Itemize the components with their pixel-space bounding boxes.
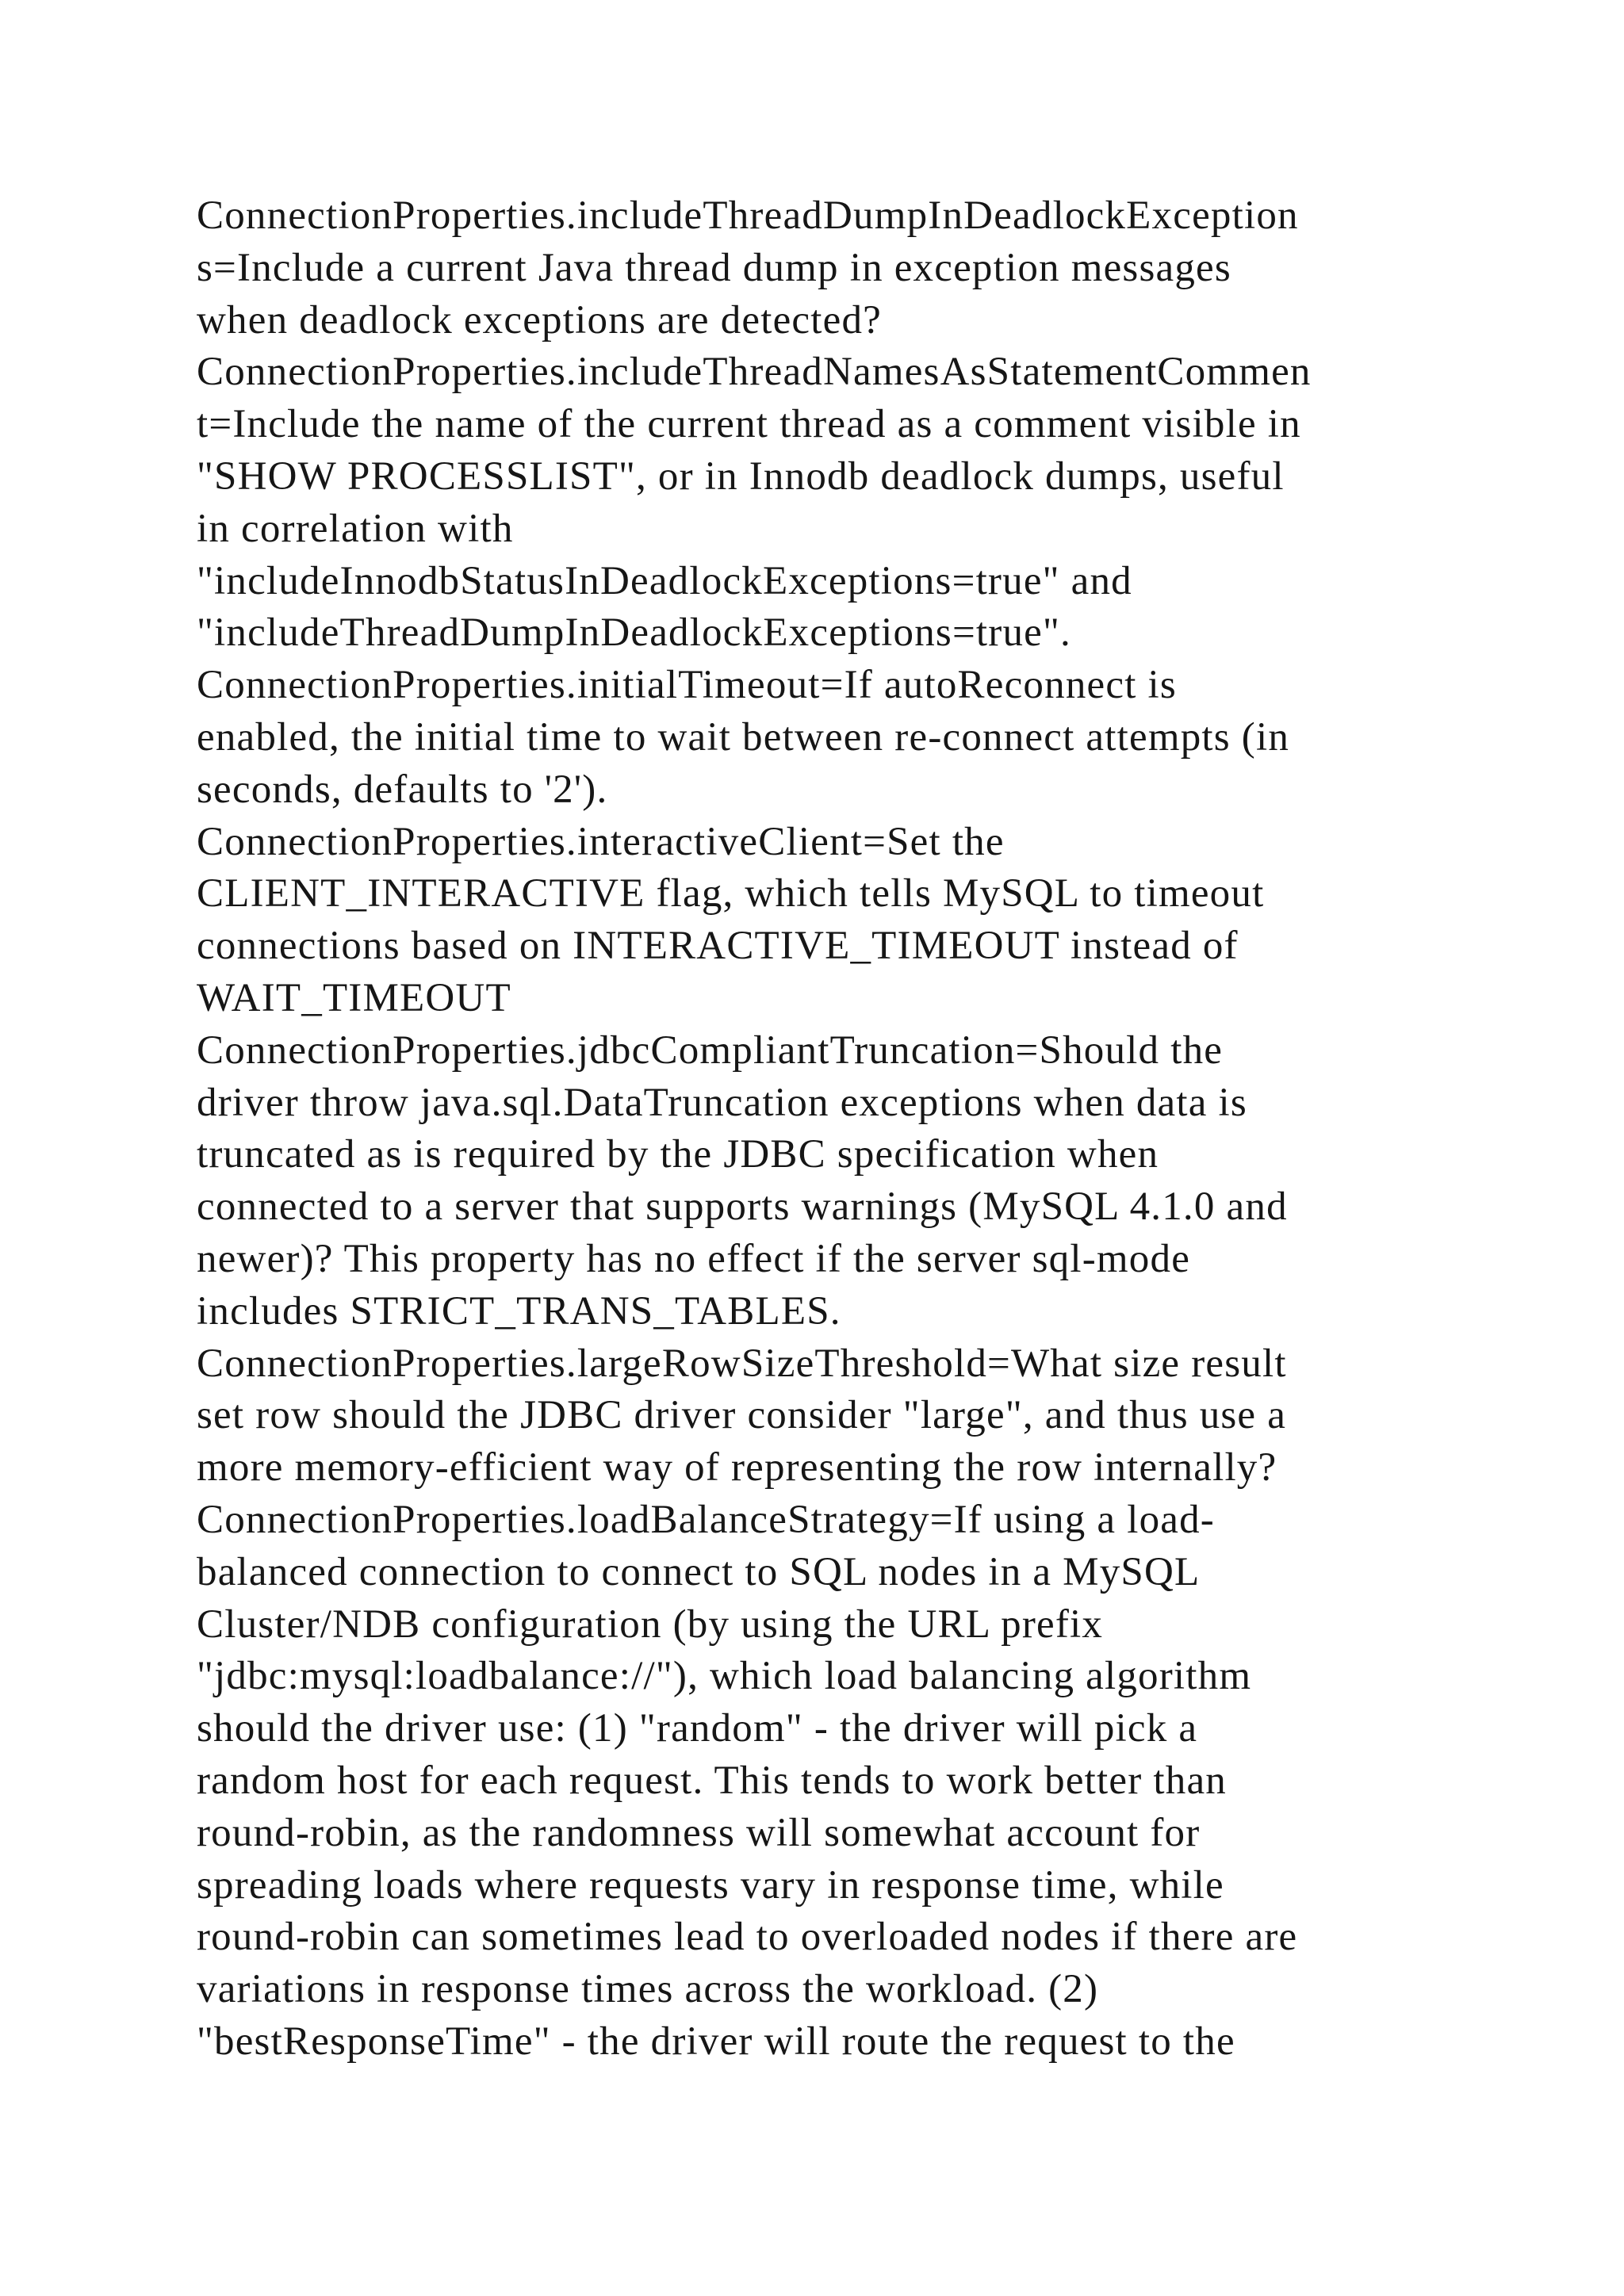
text-line: when deadlock exceptions are detected? [197, 297, 883, 342]
text-line: "SHOW PROCESSLIST", or in Innodb deadlock dumps, useful [197, 453, 1285, 499]
text-line: round-robin, as the randomness will somewhat account for [197, 1810, 1201, 1855]
text-line: ConnectionProperties.initialTimeout=If autoReconnect is [197, 663, 1177, 708]
text-line: enabled, the initial time to wait between re-connect attempts (in [197, 714, 1290, 760]
text-line: t=Include the name of the current thread as a comment visible in [197, 402, 1301, 447]
text-line: seconds, defaults to '2'). [197, 767, 608, 812]
text-line: WAIT_TIMEOUT [197, 975, 511, 1020]
text-line: driver throw java.sql.DataTruncation exceptions when data is [197, 1080, 1247, 1125]
text-line: round-robin can sometimes lead to overloaded nodes if there are [197, 1915, 1298, 1960]
text-line: ConnectionProperties.largeRowSizeThreshold=What size result [197, 1341, 1287, 1386]
text-line: "includeThreadDumpInDeadlockExceptions=true". [197, 610, 1071, 656]
text-line: more memory-efficient way of representing the row internally? [197, 1445, 1277, 1490]
text-line: CLIENT_INTERACTIVE flag, which tells MySQL to timeout [197, 871, 1265, 916]
text-line: should the driver use: (1) "random" - the driver will pick a [197, 1706, 1198, 1751]
document-text [197, 190, 1513, 2068]
text-line: ConnectionProperties.interactiveClient=Set the [197, 819, 1005, 864]
text-line: in correlation with [197, 506, 514, 551]
text-line: "bestResponseTime" - the driver will route the request to the [197, 2019, 1235, 2064]
text-line: s=Include a current Java thread dump in exception messages [197, 245, 1231, 290]
text-line: random host for each request. This tends to work better than [197, 1758, 1227, 1803]
text-line: newer)? This property has no effect if the server sql-mode [197, 1236, 1191, 1281]
text-line: "includeInnodbStatusInDeadlockExceptions=true" and [197, 558, 1132, 603]
text-line: balanced connection to connect to SQL nodes in a MySQL [197, 1549, 1201, 1594]
text-line: ConnectionProperties.includeThreadDumpInDeadlockException [197, 193, 1299, 238]
text-line: includes STRICT_TRANS_TABLES. [197, 1288, 841, 1334]
text-line: spreading loads where requests vary in response time, while [197, 1862, 1224, 1908]
text-line: variations in response times across the workload. (2) [197, 1967, 1099, 2012]
text-line: Cluster/NDB configuration (by using the URL prefix [197, 1601, 1104, 1647]
text-line: connections based on INTERACTIVE_TIMEOUT instead of [197, 924, 1239, 969]
text-line: truncated as is required by the JDBC specification when [197, 1132, 1159, 1177]
text-line: ConnectionProperties.jdbcCompliantTruncation=Should the [197, 1027, 1224, 1073]
text-line: "jdbc:mysql:loadbalance://"), which load balancing algorithm [197, 1654, 1252, 1699]
text-line: connected to a server that supports warnings (MySQL 4.1.0 and [197, 1184, 1288, 1230]
text-line: ConnectionProperties.loadBalanceStrategy=If using a load- [197, 1497, 1215, 1542]
text-line: ConnectionProperties.includeThreadNamesAsStatementCommen [197, 350, 1312, 395]
text-line: set row should the JDBC driver consider "large", and thus use a [197, 1393, 1287, 1438]
